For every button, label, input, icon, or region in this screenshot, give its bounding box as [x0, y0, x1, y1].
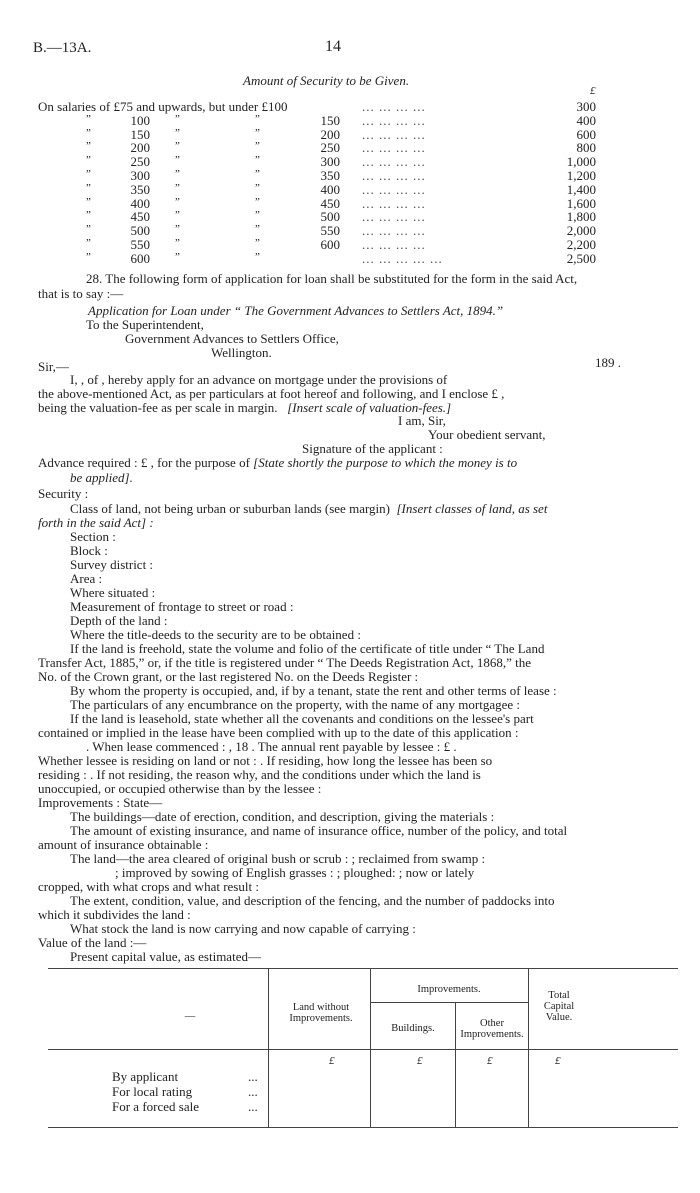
salary-row [0, 99, 700, 113]
leader-dots: ... ... ... ... [362, 168, 426, 183]
insurance-line-1: The amount of existing insurance, and name of insurance office, number of the policy, and total [70, 823, 568, 838]
salary-upper-bound: 350 [320, 168, 340, 183]
salary-upper-bound: 250 [320, 140, 340, 156]
leader-dots: ... ... ... ... [362, 223, 426, 239]
table-dash: — [184, 1011, 196, 1022]
table-row-label: For a forced sale [112, 1099, 199, 1114]
security-amount: 400 [576, 112, 596, 128]
class-of-land: Class of land, not being urban or suburban lands (see margin) [Insert classes of land, as set [70, 501, 548, 516]
field-title-deeds: Where the title-deeds to the security are to be obtained : [70, 627, 361, 642]
security-amount: 2,200 [566, 237, 596, 252]
table-row-dots: ... [248, 1084, 258, 1099]
currency-symbol: £ [417, 1055, 423, 1067]
salary-lower-bound: 550 [130, 237, 150, 252]
security-amount: 800 [576, 140, 596, 156]
salary-row [0, 154, 700, 168]
salary-lower-bound: 350 [130, 181, 150, 197]
ditto-mark: ” [255, 126, 260, 139]
salary-row [0, 251, 700, 265]
security-amount: 2,500 [566, 250, 596, 266]
leader-dots: ... ... ... ... [362, 112, 426, 128]
ditto-mark: ” [86, 140, 91, 153]
col-other-improvements: Other Improvements. [460, 1018, 524, 1040]
salary-lower-bound: 150 [130, 126, 150, 142]
col-total-capital-value: Total Capital Value. [543, 990, 575, 1023]
salary-lower-bound: 250 [130, 154, 150, 170]
col-land-without-improvements: Land without Improvements. [289, 1002, 353, 1024]
leader-dots: ... ... ... ... [362, 195, 426, 211]
salary-upper-bound: 550 [320, 223, 340, 239]
security-amount: 1,400 [566, 181, 596, 197]
residing-line-2: residing : . If not residing, the reason why, and the conditions under which the land is [38, 767, 481, 782]
land-line-2: ; improved by sowing of English grasses : ; ploughed: ; now or lately [115, 865, 475, 880]
security-amount: 600 [576, 126, 596, 142]
insurance-line-2: amount of insurance obtainable : [38, 837, 209, 852]
addressee: To the Superintendent, [86, 317, 204, 332]
ditto-mark: ” [255, 223, 260, 236]
currency-symbol: £ [329, 1055, 335, 1067]
ditto-mark: ” [255, 140, 260, 153]
salary-upper-bound: 200 [320, 126, 340, 142]
ditto-mark: ” [86, 154, 91, 167]
form-title: Application for Loan under “ The Government Advances to Settlers Act, 1894.” [88, 303, 504, 318]
addressee-city: Wellington. [211, 345, 272, 360]
leasehold-line-3: . When lease commenced : , 18 . The annual rent payable by lessee : £ . [86, 739, 457, 754]
freehold-line-1: If the land is freehold, state the volume and folio of the certificate of title under “ The Land [70, 641, 545, 656]
salary-row [0, 237, 700, 251]
salary-row [0, 113, 700, 127]
salary-lower-bound: 300 [130, 168, 150, 183]
table-row-dots: ... [248, 1099, 258, 1114]
salary-lower-bound: 450 [130, 209, 150, 225]
ditto-mark: ” [86, 237, 91, 249]
closing-2: Your obedient servant, [428, 427, 546, 442]
salary-lower-bound: 400 [130, 195, 150, 211]
field-occupied-by: By whom the property is occupied, and, if by a tenant, state the rent and other terms of lease : [70, 683, 557, 698]
salary-row [0, 196, 700, 210]
addressee-office: Government Advances to Settlers Office, [125, 331, 339, 346]
table-group-rule [370, 1002, 528, 1003]
currency-header: £ [590, 85, 596, 97]
ditto-mark: ” [175, 250, 180, 263]
value-of-land: Value of the land :— [38, 935, 147, 950]
land-line-1: The land—the area cleared of original bush or scrub : ; reclaimed from swamp : [70, 851, 486, 866]
improvements-label: Improvements : State— [38, 795, 163, 810]
leasehold-line-2: contained or implied in the lease have been complied with up to the date of this application : [38, 725, 519, 740]
table-col-rule [455, 1002, 456, 1127]
table-row-label: For local rating [112, 1084, 193, 1099]
ditto-mark: ” [86, 223, 91, 236]
ditto-mark: ” [175, 195, 180, 208]
security-amount: 2,000 [566, 223, 596, 239]
table-col-rule [528, 968, 529, 1127]
ditto-mark: ” [175, 112, 180, 125]
salary-upper-bound: 400 [320, 181, 340, 197]
ditto-mark: ” [175, 154, 180, 167]
ditto-mark: ” [175, 140, 180, 153]
advance-required: Advance required : £ , for the purpose of [State shortly the purpose to which the money is to [38, 455, 518, 470]
field-depth: Depth of the land : [70, 613, 168, 628]
field-where-situated: Where situated : [70, 585, 156, 600]
land-line-3: cropped, with what crops and what result : [38, 879, 259, 894]
salary-lower-bound: 100 [130, 112, 150, 128]
leader-dots: ... ... ... ... ... [362, 250, 443, 266]
salary-upper-bound: 500 [320, 209, 340, 225]
field-frontage: Measurement of frontage to street or road : [70, 599, 294, 614]
ditto-mark: ” [175, 168, 180, 180]
ditto-mark: ” [86, 168, 91, 180]
body-line-3: being the valuation-fee as per scale in margin. [Insert scale of valuation-fees.] [38, 400, 452, 415]
clause-28-line-1: 28. The following form of application for loan shall be substituted for the form in the said Act, [86, 271, 578, 286]
currency-symbol: £ [487, 1055, 493, 1067]
table-col-rule [268, 968, 269, 1127]
ditto-mark: ” [86, 209, 91, 222]
table-row-dots: ... [248, 1069, 258, 1084]
leader-dots: ... ... ... ... [362, 140, 426, 156]
salary-lower-bound: 600 [130, 250, 150, 266]
security-amount: 300 [576, 99, 596, 114]
present-capital-value: Present capital value, as estimated— [70, 949, 261, 964]
salary-row [0, 209, 700, 223]
table-row-label: By applicant [112, 1069, 179, 1084]
date-line: 189 . [595, 355, 621, 370]
salary-row [0, 223, 700, 237]
leader-dots: ... ... ... ... [362, 181, 426, 197]
ditto-mark: ” [86, 181, 91, 194]
table-top-rule [48, 968, 678, 969]
field-area: Area : [70, 571, 103, 586]
leasehold-line-1: If the land is leasehold, state whether all the covenants and conditions on the lessee's part [70, 711, 534, 726]
ditto-mark: ” [86, 195, 91, 208]
salary-upper-bound: 600 [320, 237, 340, 252]
security-amount: 1,600 [566, 195, 596, 211]
freehold-line-3: No. of the Crown grant, or the last registered No. on the Deeds Register : [38, 669, 419, 684]
page-number: 14 [325, 38, 341, 55]
ditto-mark: ” [175, 237, 180, 249]
leader-dots: ... ... ... ... [362, 154, 426, 170]
fencing-line-2: which it subdivides the land : [38, 907, 191, 922]
class-of-land-cont: forth in the said Act] : [38, 515, 154, 530]
residing-line-1: Whether lessee is residing on land or not : . If residing, how long the lessee has been so [38, 753, 493, 768]
security-amount: 1,000 [566, 154, 596, 170]
salary-upper-bound: 450 [320, 195, 340, 211]
field-stock: What stock the land is now carrying and now capable of carrying : [70, 921, 416, 936]
ditto-mark: ” [86, 126, 91, 139]
security-amount: 1,800 [566, 209, 596, 225]
salary-upper-bound: 150 [320, 112, 340, 128]
security-label: Security : [38, 486, 89, 501]
leader-dots: ... ... ... ... [362, 99, 426, 114]
security-amount: 1,200 [566, 168, 596, 183]
leader-dots: ... ... ... ... [362, 237, 426, 252]
ditto-mark: ” [255, 168, 260, 180]
field-survey-district: Survey district : [70, 557, 154, 572]
col-buildings: Buildings. [391, 1023, 435, 1034]
ditto-mark: ” [86, 250, 91, 263]
ditto-mark: ” [255, 209, 260, 222]
leader-dots: ... ... ... ... [362, 209, 426, 225]
signature-line: Signature of the applicant : [302, 441, 443, 456]
salary-row [0, 140, 700, 154]
ditto-mark: ” [175, 223, 180, 236]
clause-28-line-2: that is to say :— [38, 286, 124, 301]
ditto-mark: ” [86, 112, 91, 125]
ditto-mark: ” [175, 126, 180, 139]
body-line-2: the above-mentioned Act, as per particulars at foot hereof and following, and I enclose £ , [38, 386, 505, 401]
col-improvements: Improvements. [417, 984, 481, 995]
ditto-mark: ” [175, 181, 180, 194]
ditto-mark: ” [255, 112, 260, 125]
ditto-mark: ” [255, 154, 260, 167]
salary-row [0, 127, 700, 141]
salary-lower-bound: 200 [130, 140, 150, 156]
field-encumbrance: The particulars of any encumbrance on the property, with the name of any mortgagee : [70, 697, 521, 712]
salary-range-text: On salaries of £75 and upwards, but under £100 [38, 99, 288, 114]
ditto-mark: ” [255, 181, 260, 194]
field-buildings: The buildings—date of erection, condition, and description, giving the materials : [70, 809, 495, 824]
closing-1: I am, Sir, [398, 413, 446, 428]
freehold-line-2: Transfer Act, 1885,” or, if the title is registered under “ The Deeds Registration Act, 1868,” the [38, 655, 531, 670]
document-reference: B.—13A. [33, 40, 92, 56]
ditto-mark: ” [175, 209, 180, 222]
salary-lower-bound: 500 [130, 223, 150, 239]
ditto-mark: ” [255, 237, 260, 249]
security-title: Amount of Security to be Given. [243, 73, 410, 88]
field-block: Block : [70, 543, 108, 558]
leader-dots: ... ... ... ... [362, 126, 426, 142]
fencing-line-1: The extent, condition, value, and description of the fencing, and the number of paddocks into [70, 893, 555, 908]
salary-row [0, 168, 700, 182]
residing-line-3: unoccupied, or occupied otherwise than by the lessee : [38, 781, 322, 796]
advance-required-cont: be applied]. [70, 470, 133, 485]
ditto-mark: ” [255, 195, 260, 208]
salutation: Sir,— [38, 359, 69, 374]
field-section: Section : [70, 529, 116, 544]
table-header-rule [48, 1049, 678, 1050]
ditto-mark: ” [255, 250, 260, 263]
salary-row [0, 182, 700, 196]
body-line-1: I, , of , hereby apply for an advance on mortgage under the provisions of [70, 372, 448, 387]
table-bottom-rule [48, 1127, 678, 1128]
salary-upper-bound: 300 [320, 154, 340, 170]
currency-symbol: £ [555, 1055, 561, 1067]
